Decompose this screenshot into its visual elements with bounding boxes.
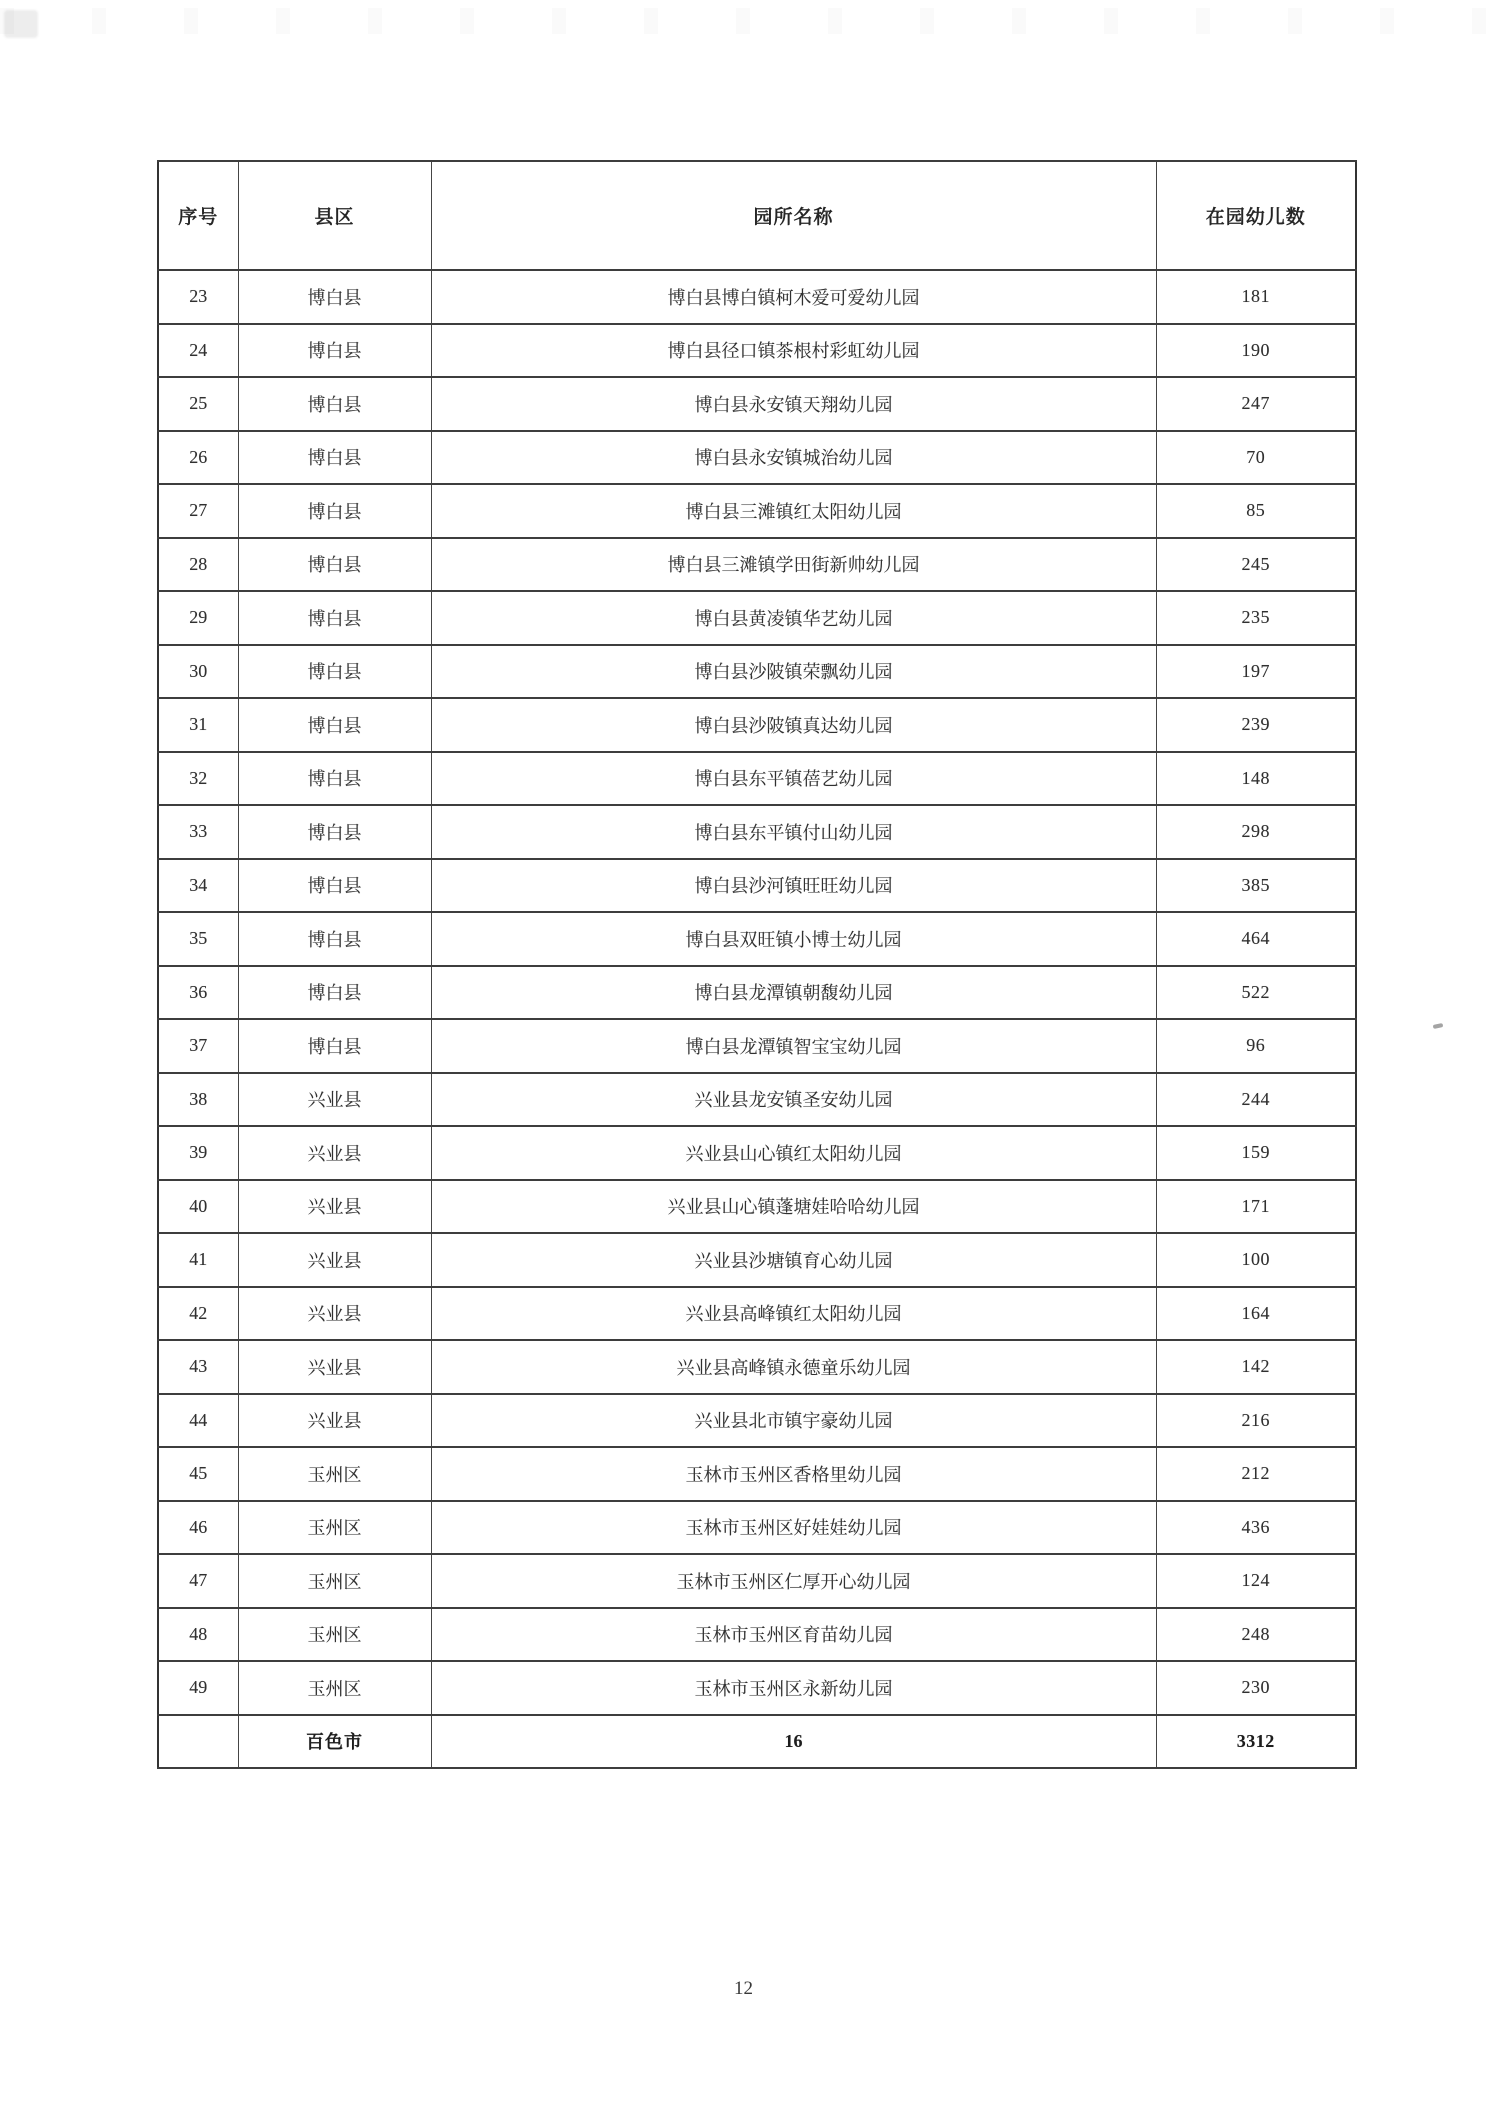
enrollment-count-cell: 230 — [1156, 1661, 1356, 1715]
table-row — [158, 324, 1356, 378]
total-row — [158, 1715, 1356, 1769]
kindergarten-name-cell: 兴业县沙塘镇育心幼儿园 — [431, 1233, 1156, 1287]
county-cell: 博白县 — [238, 377, 431, 431]
serial-number-cell: 33 — [158, 805, 238, 859]
serial-number-cell: 27 — [158, 484, 238, 538]
county-cell: 博白县 — [238, 805, 431, 859]
table-row — [158, 859, 1356, 913]
table-row — [158, 270, 1356, 324]
enrollment-count-cell: 235 — [1156, 591, 1356, 645]
enrollment-count-cell: 247 — [1156, 377, 1356, 431]
serial-number-cell: 40 — [158, 1180, 238, 1234]
enrollment-count-cell: 436 — [1156, 1501, 1356, 1555]
table-row — [158, 1126, 1356, 1180]
county-cell: 博白县 — [238, 484, 431, 538]
table-row — [158, 1019, 1356, 1073]
enrollment-count-cell: 148 — [1156, 752, 1356, 806]
column-header-county: 县区 — [238, 161, 431, 270]
county-cell: 玉州区 — [238, 1661, 431, 1715]
county-cell: 博白县 — [238, 1019, 431, 1073]
table-row — [158, 484, 1356, 538]
serial-number-cell: 46 — [158, 1501, 238, 1555]
enrollment-count-cell: 159 — [1156, 1126, 1356, 1180]
table-row — [158, 912, 1356, 966]
table-body — [158, 270, 1356, 1768]
county-cell: 兴业县 — [238, 1394, 431, 1448]
serial-number-cell: 42 — [158, 1287, 238, 1341]
enrollment-count-cell: 124 — [1156, 1554, 1356, 1608]
county-cell: 博白县 — [238, 966, 431, 1020]
table-row — [158, 1447, 1356, 1501]
table-row — [158, 1287, 1356, 1341]
kindergarten-name-cell: 玉林市玉州区永新幼儿园 — [431, 1661, 1156, 1715]
enrollment-count-cell: 385 — [1156, 859, 1356, 913]
serial-number-cell: 49 — [158, 1661, 238, 1715]
table-row — [158, 1554, 1356, 1608]
serial-number-cell: 43 — [158, 1340, 238, 1394]
table-row — [158, 752, 1356, 806]
county-cell: 兴业县 — [238, 1180, 431, 1234]
header-row — [158, 161, 1356, 270]
county-cell: 博白县 — [238, 591, 431, 645]
kindergarten-name-cell: 博白县东平镇蓓艺幼儿园 — [431, 752, 1156, 806]
enrollment-count-cell: 190 — [1156, 324, 1356, 378]
table-row — [158, 538, 1356, 592]
table-row — [158, 1233, 1356, 1287]
kindergarten-name-cell: 兴业县高峰镇永德童乐幼儿园 — [431, 1340, 1156, 1394]
table-row — [158, 1394, 1356, 1448]
column-header-serial: 序号 — [158, 161, 238, 270]
serial-number-cell: 23 — [158, 270, 238, 324]
table-row — [158, 377, 1356, 431]
table-row — [158, 645, 1356, 699]
enrollment-count-cell: 3312 — [1156, 1715, 1356, 1769]
kindergarten-name-cell: 玉林市玉州区好娃娃幼儿园 — [431, 1501, 1156, 1555]
county-cell: 兴业县 — [238, 1126, 431, 1180]
enrollment-count-cell: 248 — [1156, 1608, 1356, 1662]
kindergarten-enrollment-table — [157, 160, 1357, 1769]
enrollment-count-cell: 100 — [1156, 1233, 1356, 1287]
county-cell: 博白县 — [238, 431, 431, 485]
enrollment-count-cell: 142 — [1156, 1340, 1356, 1394]
serial-number-cell: 41 — [158, 1233, 238, 1287]
kindergarten-name-cell: 博白县三滩镇学田街新帅幼儿园 — [431, 538, 1156, 592]
kindergarten-name-cell: 博白县三滩镇红太阳幼儿园 — [431, 484, 1156, 538]
table-row — [158, 1501, 1356, 1555]
table-header — [158, 161, 1356, 270]
kindergarten-name-cell: 博白县永安镇城治幼儿园 — [431, 431, 1156, 485]
county-cell: 玉州区 — [238, 1554, 431, 1608]
table-row — [158, 1340, 1356, 1394]
county-cell: 兴业县 — [238, 1340, 431, 1394]
serial-number-cell: 39 — [158, 1126, 238, 1180]
kindergarten-name-cell: 博白县龙潭镇智宝宝幼儿园 — [431, 1019, 1156, 1073]
column-header-kindergarten-name: 园所名称 — [431, 161, 1156, 270]
kindergarten-name-cell: 兴业县高峰镇红太阳幼儿园 — [431, 1287, 1156, 1341]
serial-number-cell: 28 — [158, 538, 238, 592]
county-cell: 兴业县 — [238, 1287, 431, 1341]
county-cell: 博白县 — [238, 538, 431, 592]
county-cell: 博白县 — [238, 645, 431, 699]
county-cell: 博白县 — [238, 324, 431, 378]
serial-number-cell: 32 — [158, 752, 238, 806]
kindergarten-name-cell: 玉林市玉州区育苗幼儿园 — [431, 1608, 1156, 1662]
serial-number-cell: 25 — [158, 377, 238, 431]
kindergarten-name-cell: 博白县黄凌镇华艺幼儿园 — [431, 591, 1156, 645]
serial-number-cell: 24 — [158, 324, 238, 378]
kindergarten-name-cell: 兴业县龙安镇圣安幼儿园 — [431, 1073, 1156, 1127]
enrollment-count-cell: 171 — [1156, 1180, 1356, 1234]
serial-number-cell: 44 — [158, 1394, 238, 1448]
county-cell: 玉州区 — [238, 1447, 431, 1501]
scan-artifact-blob — [4, 10, 38, 38]
serial-number-cell: 45 — [158, 1447, 238, 1501]
serial-number-cell — [158, 1715, 238, 1769]
county-cell: 博白县 — [238, 912, 431, 966]
serial-number-cell: 30 — [158, 645, 238, 699]
enrollment-count-cell: 298 — [1156, 805, 1356, 859]
serial-number-cell: 38 — [158, 1073, 238, 1127]
enrollment-count-cell: 245 — [1156, 538, 1356, 592]
kindergarten-name-cell: 博白县博白镇柯木爱可爱幼儿园 — [431, 270, 1156, 324]
kindergarten-name-cell: 博白县沙陂镇荣飘幼儿园 — [431, 645, 1156, 699]
kindergarten-name-cell: 博白县双旺镇小博士幼儿园 — [431, 912, 1156, 966]
enrollment-count-cell: 522 — [1156, 966, 1356, 1020]
county-cell: 玉州区 — [238, 1608, 431, 1662]
column-header-enrollment: 在园幼儿数 — [1156, 161, 1356, 270]
kindergarten-name-cell: 博白县沙陂镇真达幼儿园 — [431, 698, 1156, 752]
enrollment-count-cell: 464 — [1156, 912, 1356, 966]
serial-number-cell: 47 — [158, 1554, 238, 1608]
kindergarten-name-cell: 兴业县山心镇蓬塘娃哈哈幼儿园 — [431, 1180, 1156, 1234]
kindergarten-name-cell: 玉林市玉州区香格里幼儿园 — [431, 1447, 1156, 1501]
enrollment-count-cell: 70 — [1156, 431, 1356, 485]
enrollment-count-cell: 181 — [1156, 270, 1356, 324]
kindergarten-name-cell: 博白县沙河镇旺旺幼儿园 — [431, 859, 1156, 913]
enrollment-count-cell: 212 — [1156, 1447, 1356, 1501]
serial-number-cell: 26 — [158, 431, 238, 485]
serial-number-cell: 31 — [158, 698, 238, 752]
serial-number-cell: 35 — [158, 912, 238, 966]
table-row — [158, 1661, 1356, 1715]
serial-number-cell: 29 — [158, 591, 238, 645]
kindergarten-name-cell: 博白县永安镇天翔幼儿园 — [431, 377, 1156, 431]
serial-number-cell: 37 — [158, 1019, 238, 1073]
table-row — [158, 1608, 1356, 1662]
enrollment-count-cell: 216 — [1156, 1394, 1356, 1448]
enrollment-count-cell: 197 — [1156, 645, 1356, 699]
table-row — [158, 1073, 1356, 1127]
county-cell: 玉州区 — [238, 1501, 431, 1555]
county-cell: 博白县 — [238, 859, 431, 913]
serial-number-cell: 36 — [158, 966, 238, 1020]
enrollment-count-cell: 85 — [1156, 484, 1356, 538]
county-cell: 兴业县 — [238, 1073, 431, 1127]
county-cell: 兴业县 — [238, 1233, 431, 1287]
kindergarten-name-cell: 博白县径口镇茶根村彩虹幼儿园 — [431, 324, 1156, 378]
scan-artifact-mark — [1433, 1023, 1444, 1029]
serial-number-cell: 48 — [158, 1608, 238, 1662]
kindergarten-name-cell: 兴业县北市镇宇豪幼儿园 — [431, 1394, 1156, 1448]
county-cell: 博白县 — [238, 752, 431, 806]
kindergarten-name-cell: 兴业县山心镇红太阳幼儿园 — [431, 1126, 1156, 1180]
enrollment-count-cell: 164 — [1156, 1287, 1356, 1341]
table-row — [158, 1180, 1356, 1234]
table-row — [158, 966, 1356, 1020]
kindergarten-name-cell: 博白县东平镇付山幼儿园 — [431, 805, 1156, 859]
county-cell: 博白县 — [238, 698, 431, 752]
table-row — [158, 591, 1356, 645]
enrollment-count-cell: 239 — [1156, 698, 1356, 752]
page-number: 12 — [734, 1978, 753, 1999]
kindergarten-name-cell: 16 — [431, 1715, 1156, 1769]
scan-artifact-strip — [0, 8, 1487, 34]
serial-number-cell: 34 — [158, 859, 238, 913]
table-row — [158, 805, 1356, 859]
enrollment-count-cell: 96 — [1156, 1019, 1356, 1073]
kindergarten-name-cell: 玉林市玉州区仁厚开心幼儿园 — [431, 1554, 1156, 1608]
county-cell: 博白县 — [238, 270, 431, 324]
table-row — [158, 431, 1356, 485]
kindergarten-name-cell: 博白县龙潭镇朝馥幼儿园 — [431, 966, 1156, 1020]
county-cell: 百色市 — [238, 1715, 431, 1769]
enrollment-count-cell: 244 — [1156, 1073, 1356, 1127]
table-row — [158, 698, 1356, 752]
